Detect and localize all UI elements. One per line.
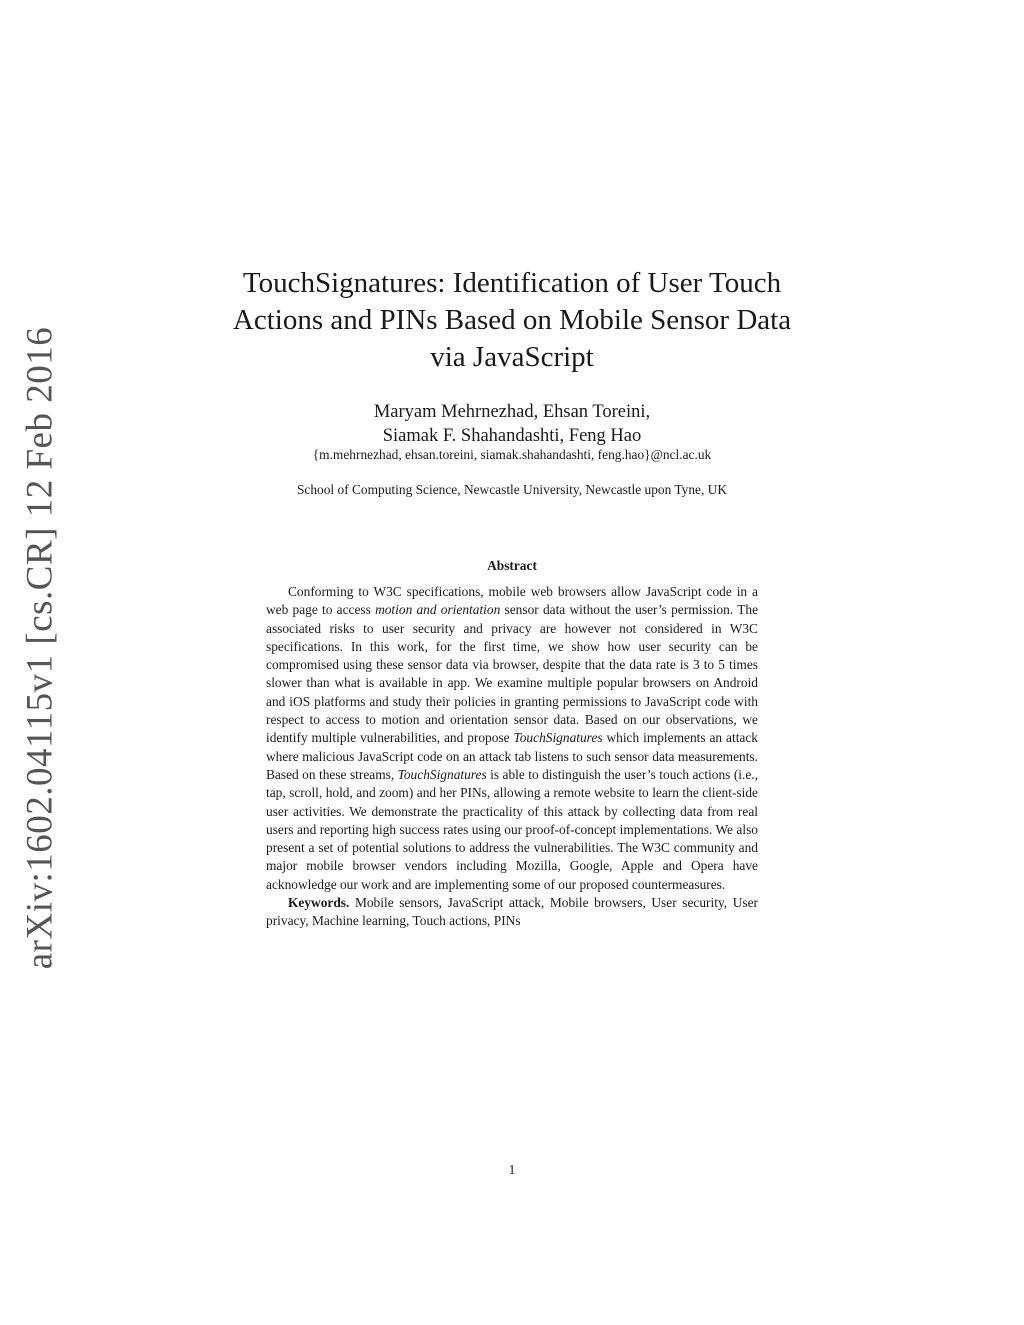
abstract-paragraph — [266, 583, 758, 894]
abstract-text-2: sensor data without the user’s permission. The associated risks to user security and privacy are however not considered in W3C specifications. In this work, for the first time, we show how user security can be compromised using these sensor data via browser, despite that the data rate is 3 to 5 times slower than what is available in app. We examine multiple popular browsers on Android and iOS platforms and study their policies in granting permissions to JavaScript code with respect to access to motion and orientation sensor data. Based on our observations, we identify multiple vulnerabilities, and propose — [266, 602, 759, 746]
page-number: 1 — [508, 1162, 516, 1177]
keywords-text: Mobile sensors, JavaScript attack, Mobile browsers, User security, User privacy, Machine learning, Touch actions, PINs — [266, 895, 758, 929]
title-line-2: Actions and PINs Based on Mobile Sensor Data — [232, 304, 792, 336]
affiliation: School of Computing Science, Newcastle University, Newcastle upon Tyne, UK — [296, 482, 728, 497]
authors-line-2: Siamak F. Shahandashti, Feng Hao — [382, 426, 642, 446]
keywords-paragraph — [266, 894, 758, 931]
authors-line-1: Maryam Mehrnezhad, Ehsan Toreini, — [373, 402, 651, 422]
abstract-body — [266, 583, 758, 931]
keywords-label: Keywords. — [288, 895, 350, 911]
paper-title — [212, 265, 812, 376]
abstract-text-4: is able to distinguish the user’s touch actions (i.e., tap, scroll, hold, and zoom) and her PINs, allowing a remote website to learn the client-side user activities. We demonstrate the practicality of this attack by collecting data from real users and reporting high success rates using our proof-of-concept implementations. We also present a set of potential solutions to address the vulnerabilities. The W3C community and major mobile browser vendors including Mozilla, Google, Apple and Opera have acknowledge our work and are implementing some of our proposed countermeasures. — [266, 766, 758, 892]
title-line-3: via JavaScript — [430, 341, 594, 373]
author-list — [212, 400, 812, 448]
abstract-heading: Abstract — [487, 558, 537, 573]
author-emails: {m.mehrnezhad, ehsan.toreini, siamak.shahandashti, feng.hao}@ncl.ac.uk — [312, 447, 712, 462]
abstract-text-1: Conforming to W3C specifications, mobile web browsers allow JavaScript code in a web page to access — [266, 584, 758, 618]
abstract-emphasis-1: motion and orientation — [375, 602, 501, 618]
arxiv-identifier: arXiv:1602.04115v1 [cs.CR] 12 Feb 2016 — [19, 326, 61, 970]
abstract-emphasis-2: TouchSignatures — [513, 730, 603, 746]
abstract-text-3: which implements an attack where malicious JavaScript code on an attack tab listens to such sensor data measurements. Based on these streams, — [266, 730, 759, 782]
abstract-emphasis-3: TouchSignatures — [397, 766, 487, 782]
title-line-1: TouchSignatures: Identification of User Touch — [242, 267, 782, 299]
